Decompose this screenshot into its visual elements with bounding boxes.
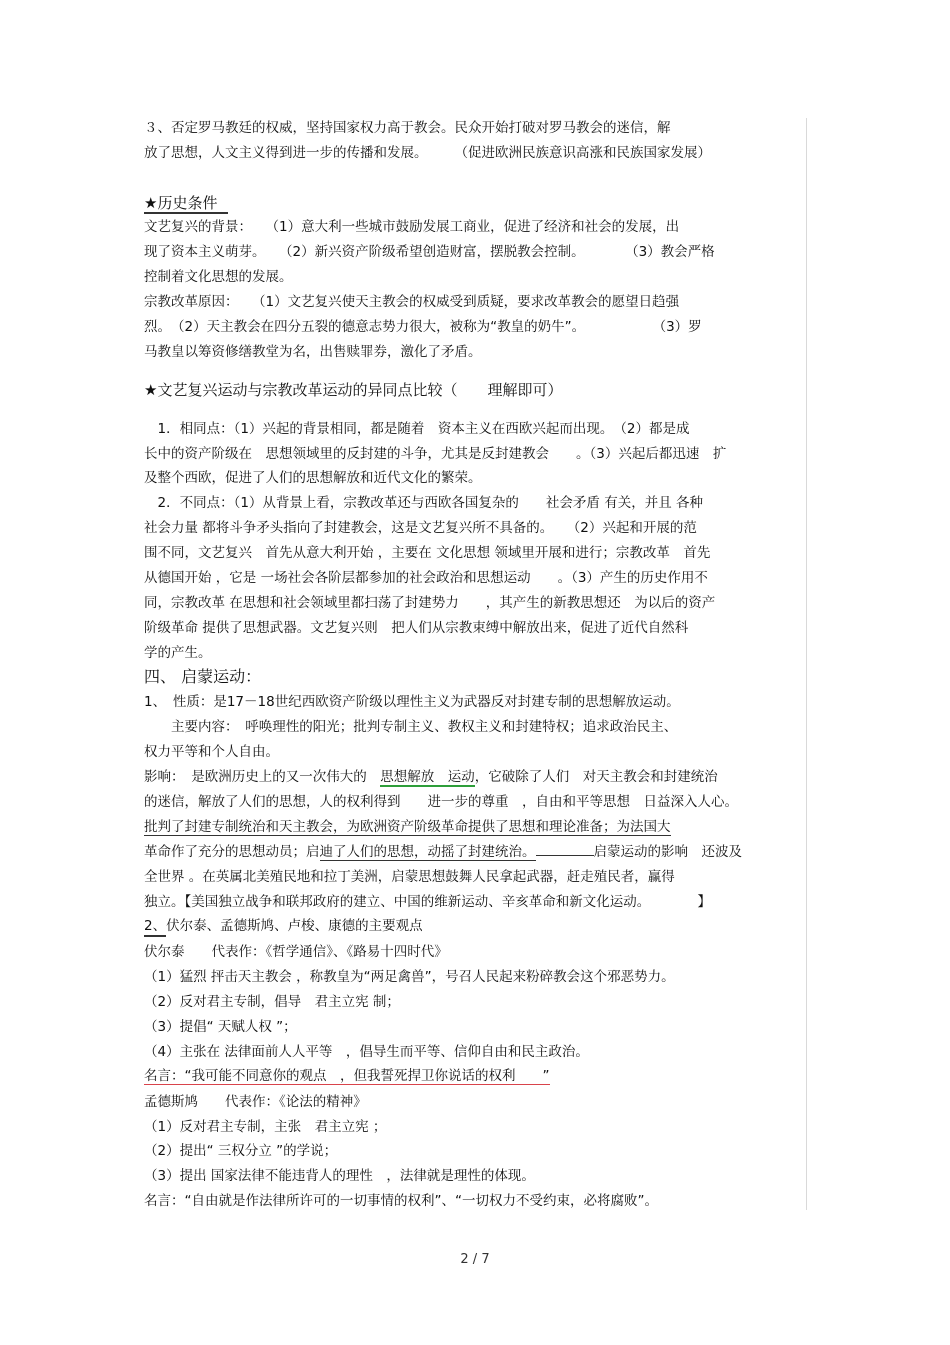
text-line: ３、否定罗马教廷的权威，坚持国家权力高于教会。民众开始打破对罗马教会的迷信，解: [144, 120, 671, 136]
text-line: 全世界 。在英属北美殖民地和拉丁美洲，启蒙思想鼓舞人民拿起武器，赶走殖民者，赢得: [144, 869, 675, 885]
text-line: [144, 1066, 550, 1086]
text-line: 2．不同点：（1）从背景上看，宗教改革还与西欧各国复杂的 社会矛盾 有关，并且 各种: [144, 495, 704, 511]
heading-underline: [144, 212, 228, 214]
text-line: 伏尔泰 代表作：《哲学通信》、《路易十四时代》: [144, 944, 448, 960]
underline-gap: [536, 855, 594, 856]
text-line: 权力平等和个人自由。: [144, 744, 279, 760]
text-line: 放了思想，人文主义得到进一步的传播和发展。 （促进欧洲民族意识高涨和民族国家发展）: [144, 145, 711, 161]
section-heading-history: ★历史条件: [144, 194, 218, 212]
text-line: （3）提倡“ 天赋人权 ”；: [144, 1019, 297, 1035]
text-line: 主要内容： 呼唤理性的阳光；批判专制主义、教权主义和封建特权；追求政治民主、: [144, 719, 678, 735]
text-segment: 启蒙运动的影响 还波及: [593, 844, 742, 860]
text-line: （3）提出 国家法律不能违背人的理性 ，法律就是理性的体现。: [144, 1168, 535, 1184]
text-line: 围不同，文艺复兴 首先从意大利开始 ，主要在 文化思想 领域里开展和进行；宗教改革 首先: [144, 545, 711, 561]
underlined-phrase: 迪了人们的思想，动摇了封建统治。: [319, 844, 536, 860]
underlined-phrase: 批判了封建专制统治和天主教会，为欧洲资产阶级革命提供了思想和理论准备；为法国大: [144, 819, 671, 835]
text-line: 学的产生。: [144, 645, 212, 661]
underlined-phrase: 思想解放 运动: [380, 769, 475, 785]
text-line: [144, 916, 423, 936]
text-line: （1）反对君主专制，主张 君主立宪 ；: [144, 1119, 387, 1135]
text-line: （2）反对君主专制，倡导 君主立宪 制；: [144, 994, 400, 1010]
section-heading-enlightenment: 四、 启蒙运动：: [144, 667, 262, 686]
text-line: [144, 842, 742, 862]
text-segment: 影响： 是欧洲历史上的又一次伟大的: [144, 769, 381, 785]
right-margin-rule: [806, 118, 807, 1210]
text-line: 文艺复兴的背景： （1）意大利一些城市鼓励发展工商业，促进了经济和社会的发展，出: [144, 219, 680, 235]
text-line: 社会力量 都将斗争矛头指向了封建教会，这是文艺复兴所不具备的。 （2）兴起和开展的范: [144, 520, 697, 536]
section-heading-comparison: ★文艺复兴运动与宗教改革运动的异同点比较（ 理解即可）: [144, 381, 563, 399]
text-segment: 革命作了充分的思想动员；启: [144, 844, 320, 860]
heading-underline: [144, 935, 166, 937]
text-line: 马教皇以筹资修缮教堂为名，出售赎罪券，激化了矛盾。: [144, 344, 482, 360]
text-line: 同，宗教改革 在思想和社会领域里都扫荡了封建势力 ，其产生的新教思想还 为以后的资产: [144, 595, 716, 611]
text-line: 宗教改革原因： （1）文艺复兴使天主教会的权威受到质疑，要求改革教会的愿望日趋强: [144, 294, 680, 310]
subheading-thinkers: 2、伏尔泰、孟德斯鸠、卢梭、康德的主要观点: [144, 918, 423, 934]
underlined-quote: 名言：“我可能不同意你的观点 ，但我誓死捍卫你说话的权利 ”: [144, 1068, 550, 1084]
text-line: 阶级革命 提供了思想武器。文艺复兴则 把人们从宗教束缚中解放出来，促进了近代自然科: [144, 620, 689, 636]
text-line: （2）提出“ 三权分立 ”的学说；: [144, 1143, 338, 1159]
text-line: 名言：“自由就是作法律所许可的一切事情的权利”、“一切权力不受约束，必将腐败”。: [144, 1193, 658, 1209]
text-line: 1．相同点：（1）兴起的背景相同，都是随着 资本主义在西欧兴起而出现。 （2）都是成: [144, 421, 690, 437]
text-line: [144, 817, 671, 837]
text-line: 的迷信，解放了人们的思想，人的权利得到 进一步的尊重 ，自由和平等思想 日益深入人心。: [144, 794, 738, 810]
text-line: 长中的资产阶级在 思想领域里的反封建的斗争，尤其是反封建教会 。（3）兴起后都迅速 扩: [144, 446, 727, 462]
page-number: 2 / 7: [460, 1252, 490, 1267]
text-line: （1）猛烈 抨击天主教会 ，称教皇为“两足禽兽”，号召人民起来粉碎教会这个邪恶势力。: [144, 969, 675, 985]
text-line: （4）主张在 法律面前人人平等 ，倡导生而平等、信仰自由和民主政治。: [144, 1044, 589, 1060]
text-segment: ，它破除了人们 对天主教会和封建统治: [474, 769, 718, 785]
text-line: 及整个西欧，促进了人们的思想解放和近代文化的繁荣。: [144, 470, 482, 486]
text-line: 现了资本主义萌芽。 （2）新兴资产阶级希望创造财富，摆脱教会控制。 （3）教会严格: [144, 244, 715, 260]
text-line: 1、 性质：是17－18世纪西欧资产阶级以理性主义为武器反对封建专制的思想解放运动。: [144, 694, 680, 710]
text-line: 孟德斯鸠 代表作：《论法的精神》: [144, 1094, 367, 1110]
text-line: 独立。【美国独立战争和联邦政府的建立、中国的维新运动、辛亥革命和新文化运动。 】: [144, 894, 711, 910]
text-line: 烈。 （2）天主教会在四分五裂的德意志势力很大，被称为“教皇的奶牛”。 （3）罗: [144, 319, 702, 335]
text-line: 控制着文化思想的发展。: [144, 269, 293, 285]
text-line: 从德国开始 ，它是 一场社会各阶层都参加的社会政治和思想运动 。（3）产生的历史作用不: [144, 570, 708, 586]
text-line: [144, 767, 718, 787]
